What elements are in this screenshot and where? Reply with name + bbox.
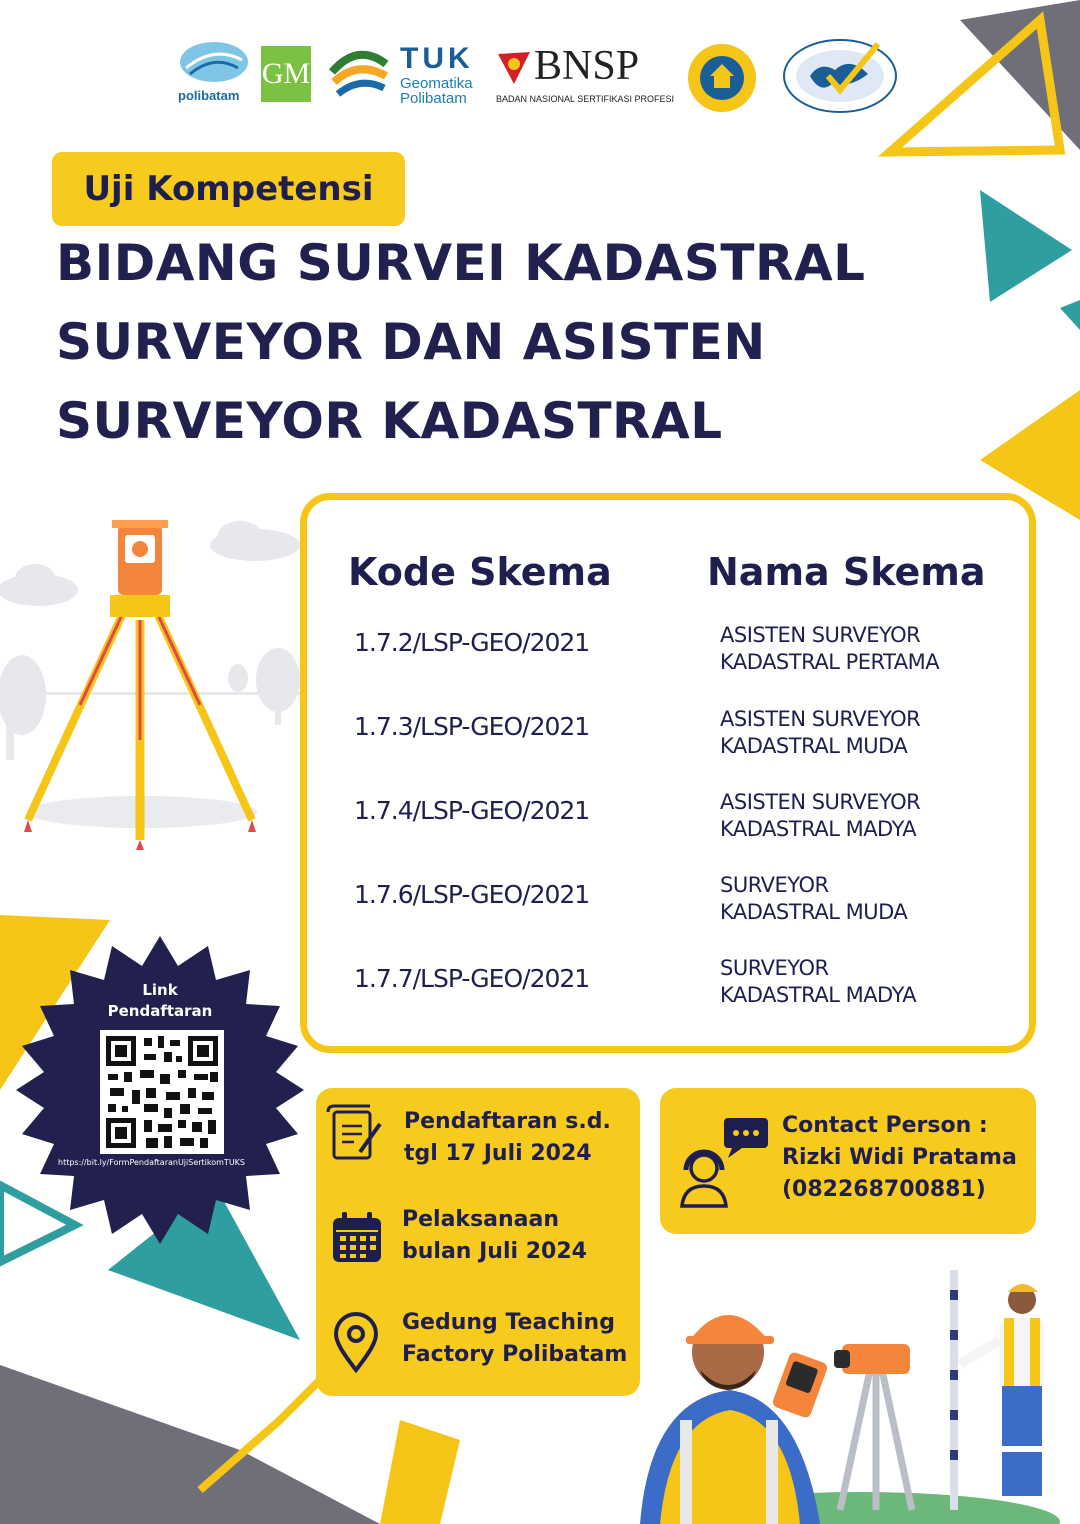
- lsp-geomatika-logo: [780, 36, 900, 114]
- schema-table: [300, 493, 1036, 1053]
- contact-phone[interactable]: (082268700881): [782, 1177, 986, 1202]
- registration-url[interactable]: https://bit.ly/FormPendaftaranUjiSertikomTUKS: [58, 1158, 245, 1167]
- calendar-icon: [330, 1210, 384, 1266]
- title-line-1: BIDANG SURVEI KADASTRAL: [56, 234, 866, 292]
- total-station-illustration: [24, 520, 257, 850]
- qr-label: Link Pendaftaran: [107, 981, 213, 1020]
- document-pen-icon: [324, 1104, 384, 1164]
- registration-deadline: Pendaftaran s.d. tgl 17 Juli 2024: [404, 1109, 611, 1166]
- header-kode-skema: Kode Skema: [348, 550, 612, 594]
- table-row-name: ASISTEN SURVEYOR KADASTRAL MADYA: [720, 790, 921, 841]
- table-row-name: SURVEYOR KADASTRAL MUDA: [720, 873, 908, 924]
- title-line-3: SURVEYOR KADASTRAL: [56, 392, 723, 450]
- contact-box: [660, 1088, 1036, 1234]
- kementerian-atr-logo: [686, 42, 758, 114]
- title-line-2: SURVEYOR DAN ASISTEN: [56, 313, 766, 371]
- table-row-name: ASISTEN SURVEYOR KADASTRAL MUDA: [720, 707, 921, 758]
- table-row-code: 1.7.6/LSP-GEO/2021: [354, 880, 590, 909]
- teal-triangle-right: [980, 190, 1072, 302]
- header-nama-skema: Nama Skema: [707, 550, 986, 594]
- kicker-badge: Uji Kompetensi: [52, 152, 405, 226]
- contact-person: Contact Person : Rizki Widi Pratama (082268700881): [782, 1110, 1017, 1206]
- table-row-name: ASISTEN SURVEYOR KADASTRAL PERTAMA: [720, 623, 940, 674]
- execution-period: Pelaksanaan bulan Juli 2024: [402, 1207, 587, 1264]
- geomatika-logo: [328, 42, 390, 104]
- polibatam-text: polibatam: [178, 88, 240, 103]
- table-row-code: 1.7.2/LSP-GEO/2021: [354, 628, 590, 657]
- table-row-code: 1.7.3/LSP-GEO/2021: [354, 712, 590, 741]
- surveyors-illustration: [620, 1260, 1080, 1524]
- table-row-name: SURVEYOR KADASTRAL MADYA: [720, 956, 917, 1007]
- registration-qr-code[interactable]: [100, 1030, 224, 1154]
- table-row-code: 1.7.7/LSP-GEO/2021: [354, 964, 590, 993]
- schedule-box: [316, 1088, 640, 1396]
- tuk-logo: TUK Geomatika Polibatam: [400, 42, 474, 107]
- gm-logo: GM: [261, 46, 311, 102]
- bnsp-logo: BNSP BADAN NASIONAL SERTIFIKASI PROFESI: [496, 43, 675, 104]
- qr-code-icon: [100, 1030, 224, 1154]
- customer-support-icon: [678, 1116, 770, 1208]
- location-pin-icon: [332, 1312, 380, 1374]
- polibatam-logo: [178, 40, 250, 102]
- location: Gedung Teaching Factory Polibatam: [402, 1310, 628, 1367]
- table-row-code: 1.7.4/LSP-GEO/2021: [354, 796, 590, 825]
